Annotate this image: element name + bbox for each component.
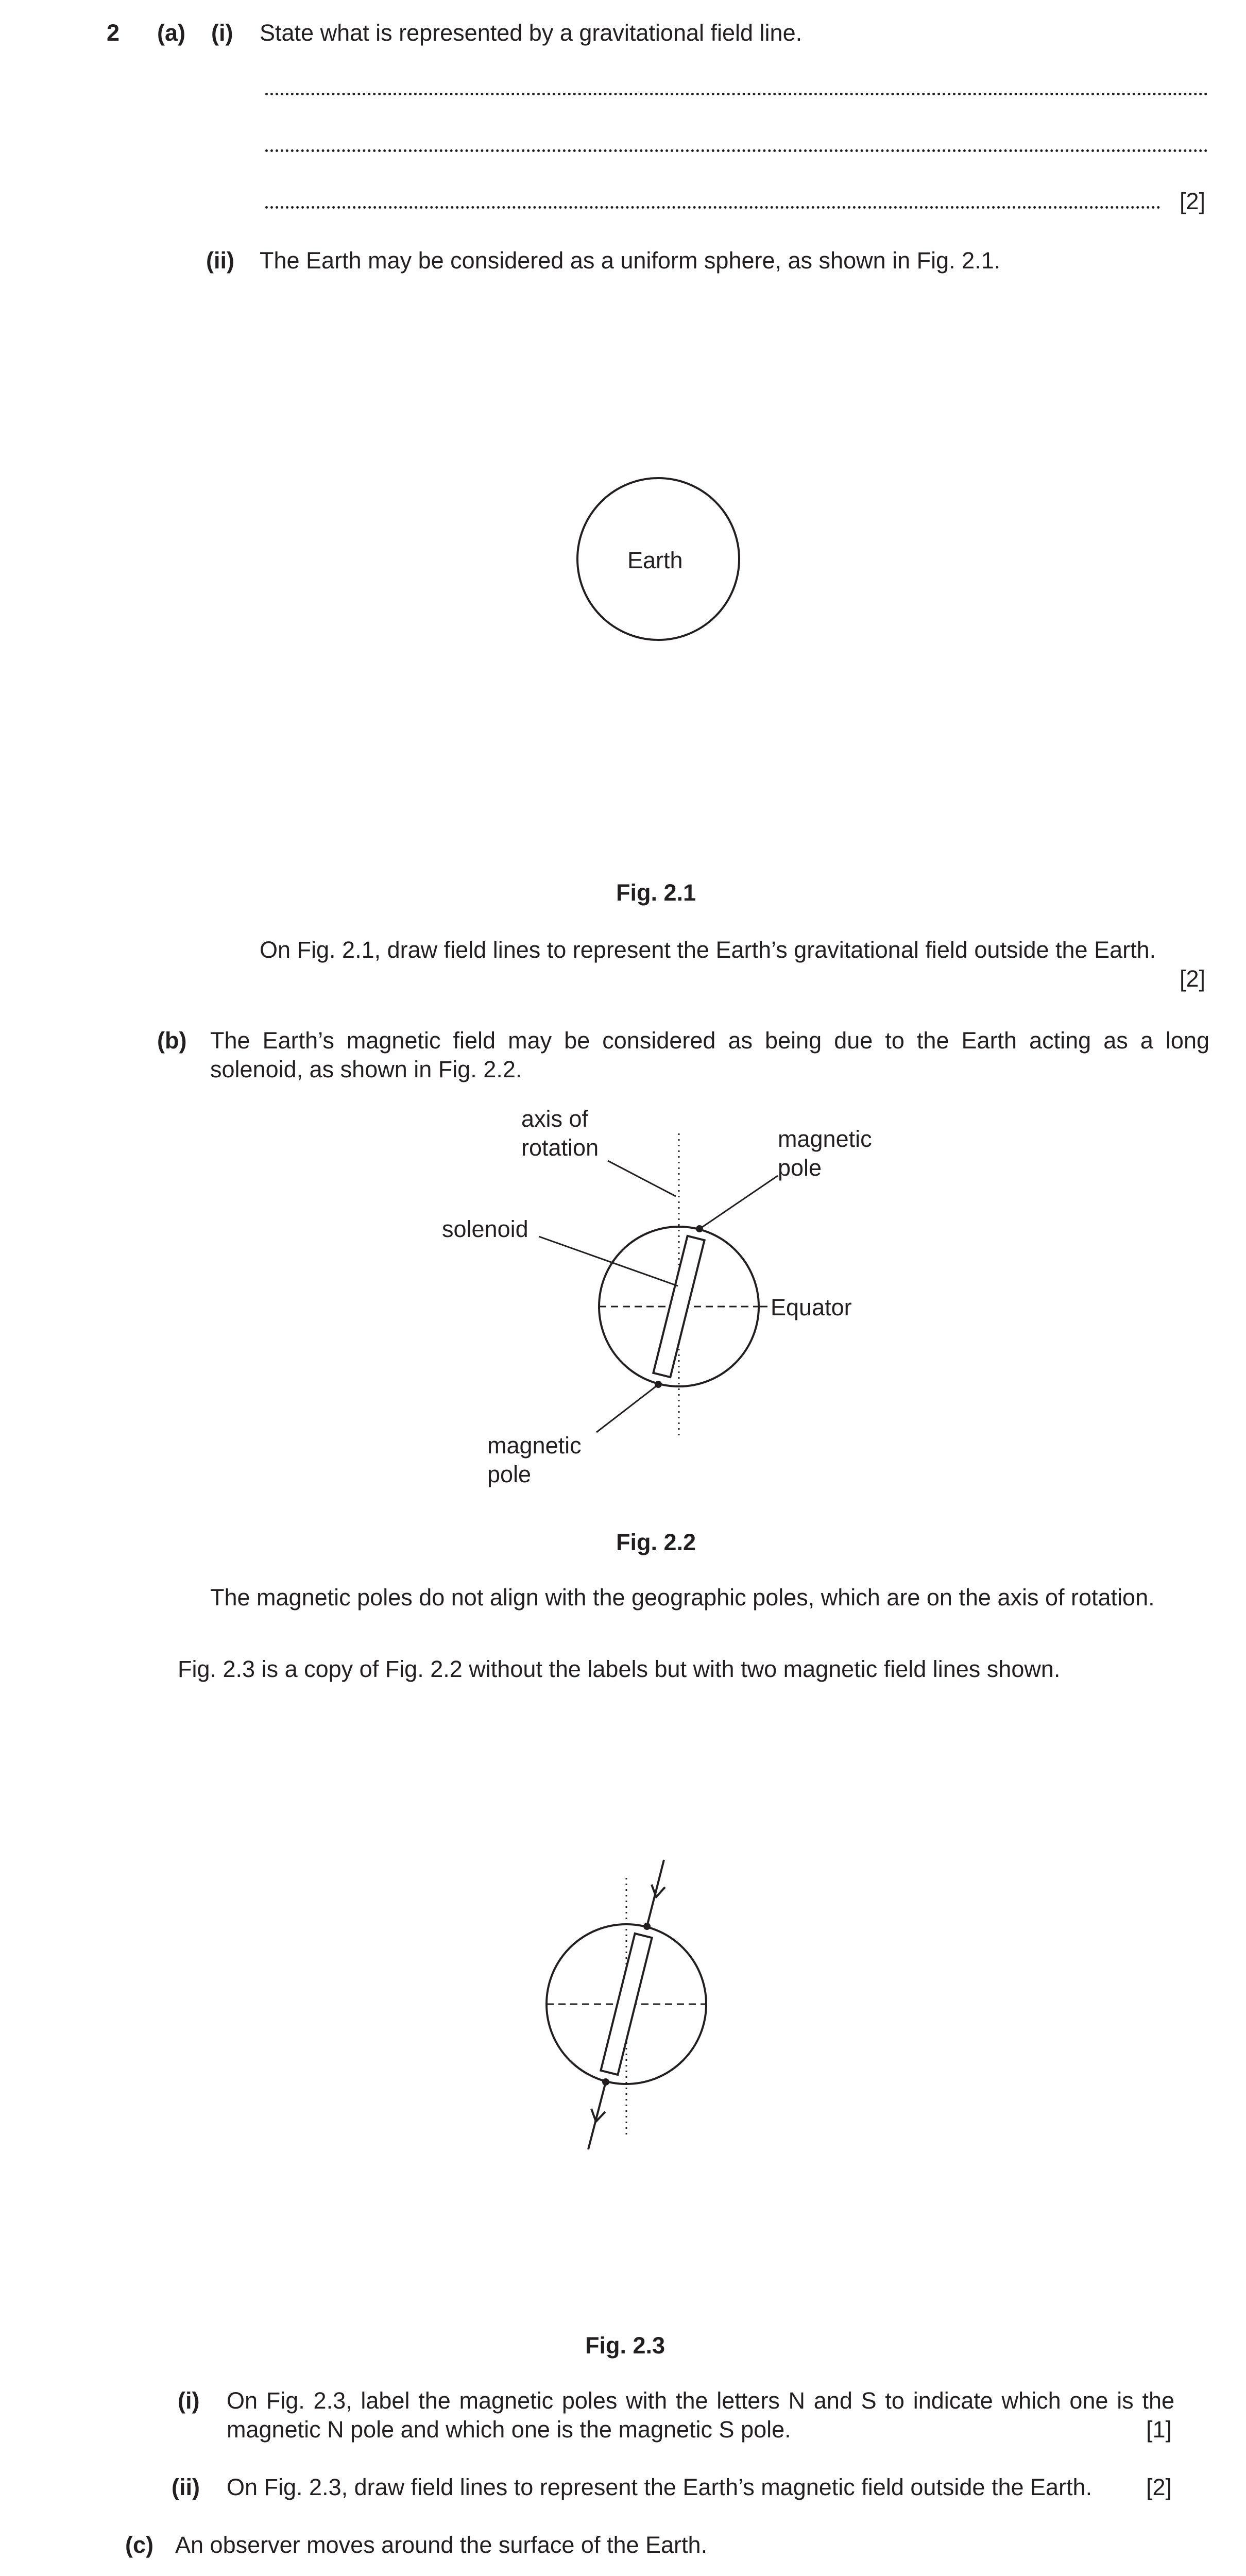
part-b-label: (b): [157, 1027, 187, 1054]
fig-2-2-caption: Fig. 2.2: [616, 1529, 696, 1555]
fig-2-1-caption: Fig. 2.1: [616, 879, 696, 906]
label-equator: Equator: [771, 1294, 852, 1320]
part-a-ii-instruction: On Fig. 2.1, draw field lines to represent the Earth’s gravitational field outside the Earth.: [260, 937, 1156, 963]
part-b-ii-label: (ii): [172, 2474, 200, 2500]
part-b-ii-question: On Fig. 2.3, draw field lines to represent the Earth’s magnetic field outside the Earth.: [227, 2474, 1093, 2500]
label-magnetic-bottom-1: magnetic: [487, 1432, 582, 1459]
field-line-bottom: [588, 2082, 606, 2149]
marks-a-ii: [2]: [1180, 965, 1206, 992]
part-c-intro: An observer moves around the surface of the Earth.: [175, 2532, 708, 2558]
fig-2-3-caption: Fig. 2.3: [585, 2332, 665, 2359]
marks-b-i: [1]: [1146, 2416, 1172, 2443]
label-axis-of: axis of: [521, 1106, 589, 1132]
part-a-i-question: State what is represented by a gravitational field line.: [260, 20, 803, 46]
label-solenoid: solenoid: [442, 1216, 528, 1242]
question-number: 2: [107, 20, 120, 46]
part-a-ii-question: The Earth may be considered as a uniform sphere, as shown in Fig. 2.1.: [260, 247, 1001, 274]
part-b-note: The magnetic poles do not align with the geographic poles, which are on the axis of rotation.: [210, 1584, 1155, 1611]
label-magnetic-top-1: magnetic: [778, 1126, 872, 1152]
part-a-ii-label: (ii): [206, 247, 234, 274]
label-magnetic-top-2: pole: [778, 1155, 822, 1181]
fig-2-1-earth-label: Earth: [627, 547, 683, 573]
marks-a-i: [2]: [1180, 188, 1206, 214]
label-magnetic-bottom-2: pole: [487, 1461, 532, 1487]
part-b-i-question: On Fig. 2.3, label the magnetic poles with the letters N and S to indicate which one is the magnetic N pole and which one is the magnetic S pole.: [227, 2387, 1174, 2443]
marks-b-ii: [2]: [1146, 2474, 1172, 2500]
part-c-label: (c): [125, 2532, 153, 2558]
part-a-label: (a): [157, 20, 185, 46]
field-line-top-arrow: [652, 1885, 665, 1897]
part-b-intro: The Earth’s magnetic field may be considered as being due to the Earth acting as a long solenoid, as shown in Fig. 2.2.: [210, 1027, 1209, 1082]
label-rotation: rotation: [521, 1134, 599, 1161]
part-b-i-label: (i): [178, 2387, 200, 2414]
part-a-i-label: (i): [211, 20, 233, 46]
fig-2-3-intro: Fig. 2.3 is a copy of Fig. 2.2 without the labels but with two magnetic field lines shown.: [178, 1656, 1061, 1682]
